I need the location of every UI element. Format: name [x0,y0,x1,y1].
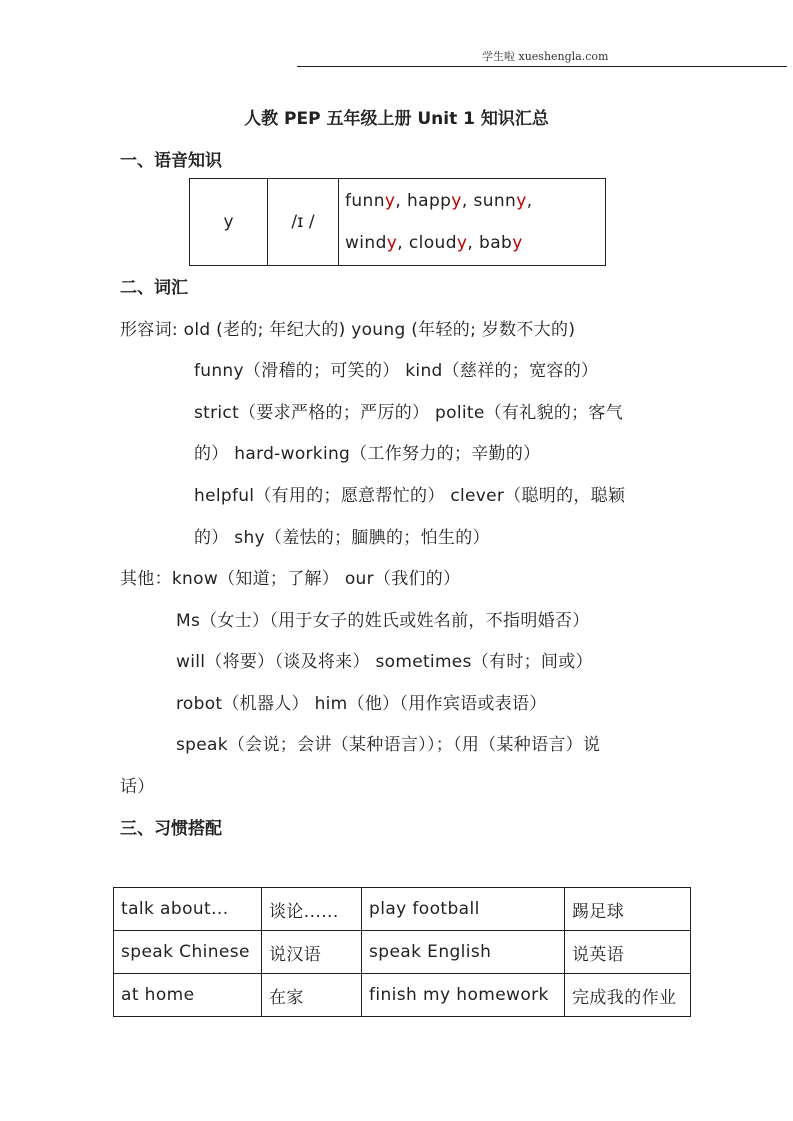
vocab-adj-line: strict（要求严格的；严厉的） polite（有礼貌的；客气 [194,403,624,423]
phonics-sound: /ɪ / [268,179,339,266]
phrase-zh: 谈论...... [262,888,362,931]
vocab-other-line: Ms（女士）（用于女子的姓氏或姓名前，不指明婚否） [176,611,590,631]
word-stem: sunn [473,191,517,211]
word-sep: , [467,233,479,253]
page-title: 人教 PEP 五年级上册 Unit 1 知识汇总 [244,109,549,129]
phrase-en: finish my homework [362,974,565,1017]
phrase-en: play football [362,888,565,931]
vocab-adj-line: helpful（有用的；愿意帮忙的） clever（聪明的，聪颖 [194,486,626,506]
phrase-zh: 踢足球 [565,888,691,931]
section-phrases-heading: 三、习惯搭配 [120,819,222,839]
phonics-words [339,179,606,266]
section-vocab-heading: 二、词汇 [120,278,188,298]
word-stem: funn [345,191,385,211]
word-sep: , [397,233,409,253]
phrases-table [113,887,691,1017]
header-divider [297,66,787,67]
table-row [114,974,691,1017]
vocab-adj-line: 形容词: old (老的; 年纪大的) young (年轻的; 岁数不大的) [120,320,576,340]
table-row [114,888,691,931]
phonics-words-line-2 [345,222,604,264]
phrase-zh: 说汉语 [262,931,362,974]
word-ending: y [456,233,468,253]
vocab-other-line: 话） [120,777,155,797]
word-stem: bab [479,233,513,253]
phonics-letter: y [190,179,268,266]
phrase-en: speak English [362,931,565,974]
vocab-other-line: will（将要）（谈及将来） sometimes（有时；间或） [176,652,593,672]
vocab-other-line: speak（会说；会讲（某种语言））；（用（某种语言）说 [176,735,601,755]
word-ending: y [386,233,398,253]
phonics-table [189,178,606,266]
vocab-other-line: robot（机器人） him（他）（用作宾语或表语） [176,694,547,714]
vocab-adj-line: 的） shy（羞怯的；腼腆的；怕生的） [194,528,490,548]
phrase-zh: 在家 [262,974,362,1017]
word-sep: , [395,191,407,211]
phrase-en: talk about... [114,888,262,931]
section-phonics-heading: 一、语音知识 [120,151,222,171]
word-sep: , [526,191,533,211]
word-stem: happ [407,191,452,211]
phrase-zh: 说英语 [565,931,691,974]
word-ending: y [384,191,396,211]
word-sep: , [461,191,474,211]
vocab-other-line: 其他：know（知道；了解） our（我们的） [120,569,461,589]
word-stem: cloud [408,233,457,253]
vocab-adj-line: 的） hard-working（工作努力的；辛勤的） [194,444,541,464]
phonics-words-line-1 [345,180,604,222]
word-ending: y [451,191,462,211]
phrase-zh: 完成我的作业 [565,974,691,1017]
phrase-en: speak Chinese [114,931,262,974]
word-stem: wind [345,233,387,253]
vocab-adj-line: funny（滑稽的；可笑的） kind（慈祥的；宽容的） [194,361,599,381]
table-row [114,931,691,974]
word-ending: y [512,233,523,253]
phrase-en: at home [114,974,262,1017]
word-ending: y [516,191,527,211]
site-brand: 学生啦 xueshengla.com [482,50,609,63]
